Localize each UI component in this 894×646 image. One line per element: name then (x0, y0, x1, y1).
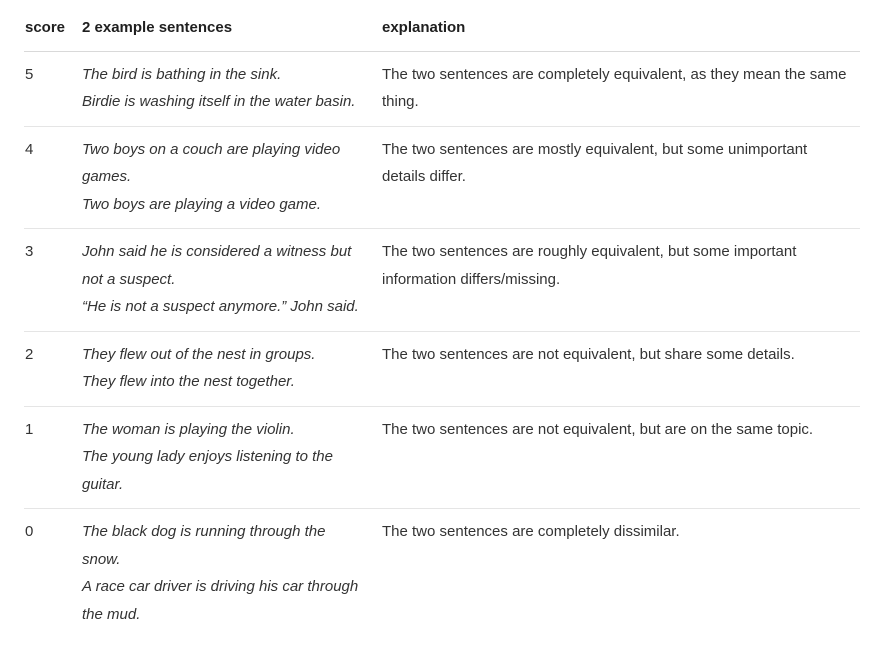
explanation-text: The two sentences are completely dissimilar. (382, 523, 680, 540)
sentence-b: The young lady enjoys listening to the guitar. (82, 448, 333, 493)
sentence-b: “He is not a suspect anymore.” John said. (82, 298, 359, 315)
score-cell: 0 (25, 523, 34, 540)
score-cell: 3 (24, 229, 82, 332)
sentences-cell (82, 509, 382, 639)
explanation-text: The two sentences are not equivalent, but share some details. (382, 345, 795, 363)
explanation-text: The two sentences are completely equivalent, as they mean the same thing. (382, 65, 847, 110)
sentence-b: Two boys are playing a video game. (82, 195, 322, 213)
header-explanation: explanation (382, 12, 860, 51)
table-row (24, 406, 860, 509)
score-cell: 4 (24, 126, 82, 229)
explanation-cell (382, 126, 860, 229)
table-row (24, 51, 860, 126)
table-row (24, 331, 860, 406)
sentence-a: They flew out of the nest in groups. (82, 345, 316, 363)
sentences-cell (82, 406, 382, 509)
sentences-cell (82, 126, 382, 229)
table-row (24, 229, 860, 332)
sentences-cell (82, 51, 382, 126)
sentence-a: The bird is bathing in the sink. (82, 65, 282, 83)
sentences-cell (82, 331, 382, 406)
explanation-cell (382, 229, 860, 332)
sentence-a: John said he is considered a witness but not a suspect. (82, 243, 352, 288)
sentence-a: Two boys on a couch are playing video games. (82, 140, 341, 185)
table-body (24, 51, 860, 638)
explanation-text: The two sentences are roughly equivalent, but some important information differs/missing. (382, 243, 797, 288)
sentence-b: Birdie is washing itself in the water basin. (82, 93, 356, 110)
score-cell: 1 (24, 406, 82, 509)
explanation-cell (382, 509, 860, 639)
sentence-b: A race car driver is driving his car through the mud. (82, 578, 359, 623)
explanation-text: The two sentences are not equivalent, but are on the same topic. (382, 420, 814, 438)
score-cell: 2 (24, 331, 82, 406)
header-row (24, 12, 860, 51)
explanation-cell (382, 51, 860, 126)
explanation-cell (382, 331, 860, 406)
score-cell: 5 (24, 51, 82, 126)
similarity-score-table-container (24, 12, 860, 638)
explanation-cell (382, 406, 860, 509)
table-row (24, 126, 860, 229)
table-header (24, 12, 860, 51)
sentence-a: The woman is playing the violin. (82, 420, 295, 438)
sentences-cell (82, 229, 382, 332)
header-score: score (24, 12, 82, 51)
similarity-score-table (24, 12, 860, 638)
sentence-a: The black dog is running through the snow. (82, 523, 326, 568)
sentence-b: They flew into the nest together. (82, 373, 295, 390)
header-example-sentences: 2 example sentences (82, 12, 382, 51)
table-row (24, 509, 860, 639)
explanation-text: The two sentences are mostly equivalent, but some unimportant details differ. (382, 140, 808, 185)
